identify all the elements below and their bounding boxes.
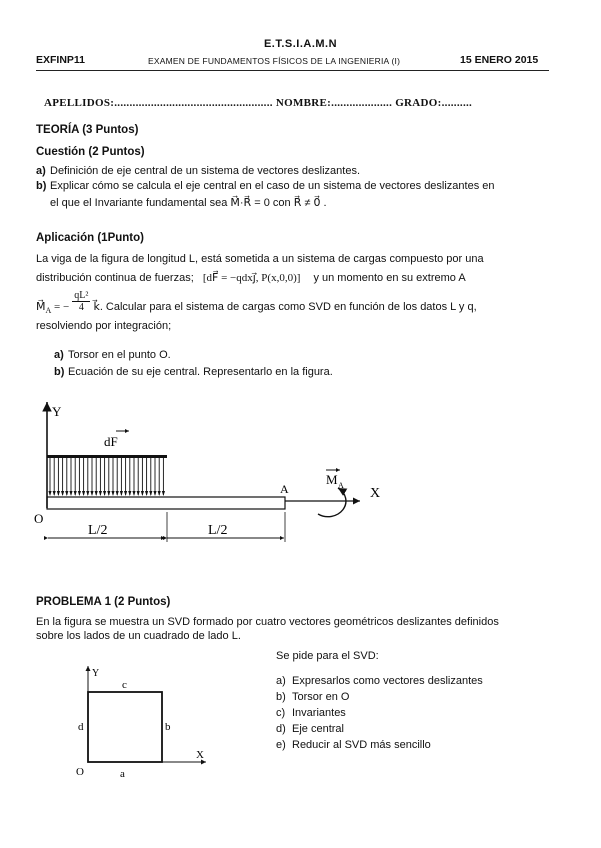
load-arrow-head (82, 491, 85, 496)
load-arrow-head (158, 491, 161, 496)
vector-a-label: a (120, 768, 125, 780)
item-letter: b) (36, 180, 47, 192)
moment-label: M (326, 472, 338, 487)
load-arrow-head (141, 491, 144, 496)
square (88, 692, 162, 762)
load-arrow-head (132, 491, 135, 496)
moment-subscript: A (45, 306, 52, 316)
aplicacion-heading: Aplicación (1Punto) (36, 232, 144, 244)
problema-pide: Se pide para el SVD: (276, 650, 379, 662)
load-arrow-head (107, 491, 110, 496)
exam-date: 15 ENERO 2015 (460, 54, 539, 66)
moment-fraction (72, 290, 90, 313)
x-axis-label: X (370, 486, 381, 501)
item-letter: b) (276, 691, 286, 703)
line2-text: distribución continua de fuerzas; (36, 272, 194, 284)
cuestion-item-b (36, 180, 566, 192)
moment-denominator: 4 (78, 302, 84, 313)
aplicacion-item-b (54, 366, 333, 378)
problema-item-d (276, 721, 483, 737)
moment-lhs: $M⃗_A$ = − (36, 301, 70, 316)
force-formula: [dF⃗ = −qdxj⃗, P(x,0,0)] (202, 272, 301, 284)
load-arrow-head (162, 491, 165, 496)
item-letter: a) (36, 165, 46, 177)
vector-d-label: d (78, 721, 84, 733)
load-arrow-head (153, 491, 156, 496)
school-title: E.T.S.I.A.M.N (263, 38, 338, 50)
beam (47, 497, 285, 509)
y-axis-label-2: Y (92, 668, 100, 679)
load-arrow-head (61, 491, 64, 496)
df-label: dF (104, 434, 118, 449)
header-rule (36, 70, 549, 71)
load-arrow-head (74, 491, 77, 496)
item-letter: d) (276, 723, 286, 735)
origin-label: O (34, 511, 44, 526)
moment-sub-label: A (338, 481, 344, 490)
x-axis-label-2: X (196, 749, 204, 761)
load-arrow-head (48, 491, 51, 496)
item-letter: c) (276, 707, 286, 719)
item-text: Torsor en el punto O. (68, 349, 171, 361)
load-arrow-head (90, 491, 93, 496)
exam-subject: EXAMEN DE FUNDAMENTOS FÍSICOS DE LA INGENIERIA (I) (148, 56, 401, 66)
item-text: Reducir al SVD más sencillo (292, 739, 431, 751)
aplicacion-line3 (36, 290, 566, 318)
item-text: Eje central (292, 723, 344, 735)
line3-text: . Calcular para el sistema de cargas como SVD en función de los datos L y q, (99, 301, 477, 314)
y-axis-label: Y (52, 404, 62, 419)
cuestion-heading: Cuestión (2 Puntos) (36, 146, 145, 158)
point-a-label: A (280, 482, 289, 496)
load-arrow-head (116, 491, 119, 496)
load-arrow-head (120, 491, 123, 496)
student-fields: APELLIDOS:.................................................... NOMBRE:.................... GRADO:.......... (44, 97, 473, 109)
item-text: Expresarlos como vectores deslizantes (292, 675, 483, 687)
problema-list (276, 673, 483, 753)
item-letter: b) (54, 366, 65, 378)
item-letter: a) (54, 349, 64, 361)
item-text: Invariantes (292, 707, 346, 719)
aplicacion-line2 (36, 270, 550, 287)
problema-item-c (276, 705, 483, 721)
cuestion-item-a (36, 165, 556, 177)
problema-heading: PROBLEMA 1 (2 Puntos) (36, 596, 171, 608)
origin-label-2: O (76, 766, 84, 778)
problema-line1: En la figura se muestra un SVD formado por cuatro vectores geométricos deslizantes definidos (36, 616, 499, 628)
load-arrow-head (99, 491, 102, 496)
item-letter: a) (276, 675, 286, 687)
load-arrow-head (124, 491, 127, 496)
aplicacion-line4: resolviendo por integración; (36, 320, 172, 332)
moment-k: k⃗ (93, 301, 100, 314)
square-figure (66, 660, 216, 785)
load-arrow-head (149, 491, 152, 496)
problema-item-b (276, 689, 483, 705)
teoria-heading: TEORÍA (3 Puntos) (36, 124, 139, 136)
load-arrow-head (86, 491, 89, 496)
load-arrow-head (57, 491, 60, 496)
load-arrow-head (128, 491, 131, 496)
cuestion-item-b-cont: el que el Invariante fundamental sea M⃗·R⃗ = 0 con R⃗ ≠ 0⃗ . (50, 197, 327, 209)
load-arrow-head (95, 491, 98, 496)
load-arrow-head (145, 491, 148, 496)
load-arrow-head (65, 491, 68, 496)
load-arrow-head (111, 491, 114, 496)
beam-figure (30, 396, 400, 546)
item-text: Definición de eje central de un sistema de vectores deslizantes. (50, 165, 361, 177)
line2-text-b: y un momento en su extremo A (313, 272, 466, 284)
vector-c-label: c (122, 679, 127, 691)
exam-code: EXFINP11 (36, 54, 86, 66)
problema-item-a (276, 673, 483, 689)
aplicacion-line1: La viga de la figura de longitud L, está sometida a un sistema de cargas compuesto por una (36, 253, 484, 265)
item-text: Ecuación de su eje central. Representarlo en la figura. (68, 366, 333, 378)
dim-left-label: L/2 (88, 523, 108, 538)
load-arrow-head (137, 491, 140, 496)
problema-line2: sobre los lados de un cuadrado de lado L. (36, 630, 241, 642)
load-top-line (47, 455, 167, 458)
load-arrows (48, 458, 165, 496)
moment-numerator: qL² (74, 290, 89, 301)
problema-item-e (276, 737, 483, 753)
dim-right-label: L/2 (208, 523, 228, 538)
load-arrow-head (69, 491, 72, 496)
aplicacion-item-a (54, 349, 171, 361)
item-letter: e) (276, 739, 286, 751)
moment-arc (318, 488, 346, 517)
load-arrow-head (78, 491, 81, 496)
item-text: Torsor en O (292, 691, 350, 703)
item-text: Explicar cómo se calcula el eje central en el caso de un sistema de vectores deslizantes en (50, 180, 495, 192)
load-arrow-head (103, 491, 106, 496)
load-arrow-head (53, 491, 56, 496)
moment-symbol: M⃗ (36, 301, 46, 314)
vector-b-label: b (165, 721, 171, 733)
